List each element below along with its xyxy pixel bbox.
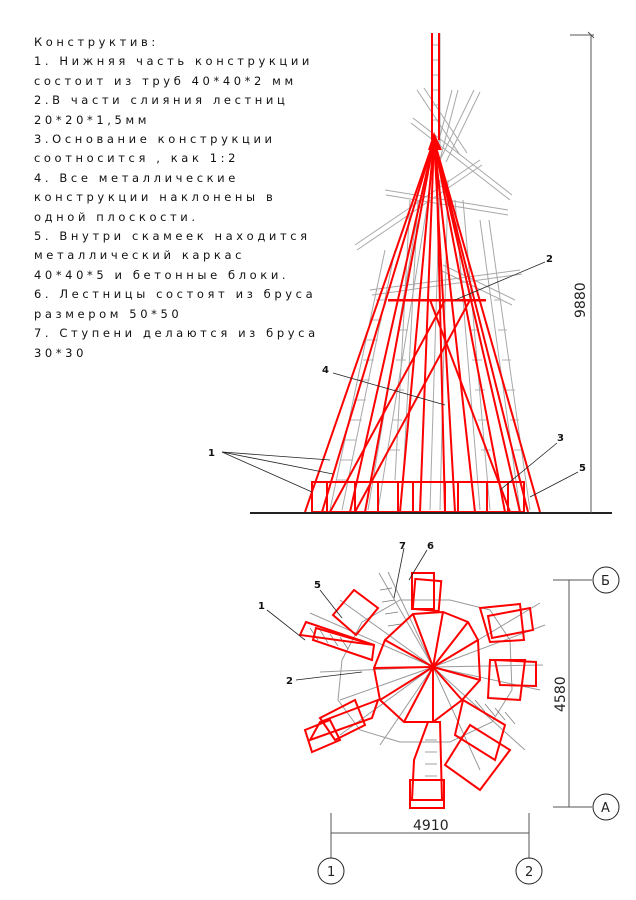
- plan-callout-2: 2: [286, 676, 293, 687]
- note-line: металлический каркас: [34, 248, 246, 263]
- note-line: 20*20*1,5мм: [34, 112, 151, 127]
- tower-elevation: [208, 32, 612, 513]
- note-line: 3.Основание конструкции: [34, 132, 276, 147]
- axis-label-b: Б: [601, 574, 610, 589]
- note-line: 1. Нижняя часть конструкции: [34, 54, 313, 69]
- note-line: 5. Внутри скамеек находится: [34, 229, 311, 244]
- callout-1: 1: [208, 448, 215, 459]
- height-dimension-label: 9880: [573, 282, 589, 318]
- note-line: 7. Ступени делаются из бруса: [34, 326, 319, 341]
- plan-red-frame: [300, 573, 536, 808]
- note-line: одной плоскости.: [34, 209, 199, 224]
- notes-title: Конструктив:: [34, 35, 159, 49]
- axis-label-a: А: [601, 801, 610, 816]
- depth-dimension-label: 4580: [553, 676, 569, 712]
- plan-callout-1: 1: [258, 601, 265, 612]
- tower-plan: [258, 541, 619, 884]
- axis-label-1: 1: [327, 865, 336, 880]
- plan-callout-6: 6: [427, 541, 434, 552]
- note-line: размером 50*50: [34, 306, 183, 321]
- note-line: 6. Лестницы состоят из бруса: [34, 287, 317, 302]
- note-line: 40*40*5 и бетонные блоки.: [34, 267, 290, 282]
- note-line: соотносится , как 1:2: [34, 151, 240, 166]
- axis-label-2: 2: [525, 865, 534, 880]
- note-line: конструкции наклонены в: [34, 190, 277, 205]
- note-line: состоит из труб 40*40*2 мм: [34, 73, 297, 88]
- callout-2: 2: [546, 254, 553, 265]
- callout-4: 4: [322, 365, 329, 376]
- height-dimension: [570, 32, 594, 513]
- plan-callout-5: 5: [314, 580, 321, 591]
- callout-5: 5: [579, 463, 586, 474]
- plan-callout-7: 7: [399, 541, 406, 552]
- note-line: 4. Все металлические: [34, 170, 239, 185]
- width-dimension-label: 4910: [413, 818, 449, 834]
- callout-3: 3: [557, 433, 564, 444]
- note-line: 30*30: [34, 345, 88, 360]
- note-line: 2.В части слияния лестниц: [34, 93, 289, 108]
- plan-center-node: [430, 664, 436, 670]
